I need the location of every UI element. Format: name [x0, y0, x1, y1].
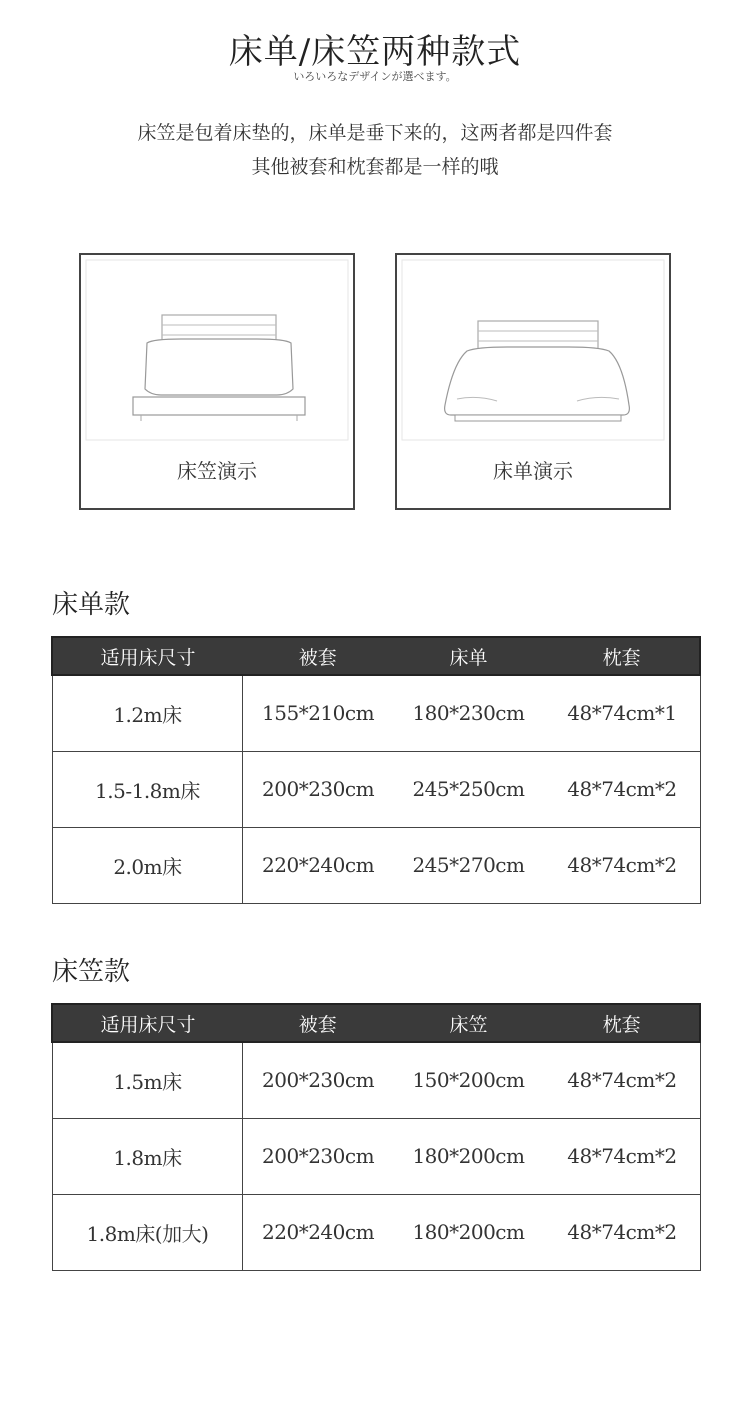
table-row	[52, 1194, 700, 1270]
header-pillowcase: 枕套	[544, 1004, 700, 1042]
fitted-sheet-demo-label: 床笠演示	[177, 459, 257, 483]
header-sheet: 床单	[393, 637, 545, 675]
cell-duvet-cover: 155*210cm	[243, 675, 393, 751]
table-row	[52, 1042, 700, 1118]
cell-bed-size: 1.5m床	[52, 1042, 243, 1118]
table-row	[52, 751, 700, 827]
cell-bed-size: 1.5-1.8m床	[52, 751, 243, 827]
cell-sheet: 180*230cm	[393, 675, 545, 751]
cell-bed-size: 1.2m床	[52, 675, 243, 751]
sheet-section-title: 床单款	[52, 590, 131, 620]
cell-bed-size: 1.8m床(加大)	[52, 1194, 243, 1270]
cell-duvet-cover: 220*240cm	[243, 1194, 393, 1270]
cell-duvet-cover: 220*240cm	[243, 827, 393, 903]
page-subtitle: いろいろなデザインが選べます。	[293, 70, 457, 83]
cell-duvet-cover: 200*230cm	[243, 1042, 393, 1118]
cell-pillowcase: 48*74cm*2	[544, 751, 700, 827]
header-pillowcase: 枕套	[544, 637, 700, 675]
flat-sheet-bed-icon	[397, 255, 669, 445]
page-title: 床单/床笠两种款式	[228, 32, 522, 72]
intro-line-1: 床笠是包着床垫的，床单是垂下来的，这两者都是四件套	[137, 122, 613, 144]
cell-sheet: 245*250cm	[393, 751, 545, 827]
header-duvet-cover: 被套	[243, 1004, 393, 1042]
cell-pillowcase: 48*74cm*2	[544, 1194, 700, 1270]
fitted-sheet-demo-card	[79, 253, 355, 510]
cell-fitted-sheet: 180*200cm	[393, 1118, 545, 1194]
cell-duvet-cover: 200*230cm	[243, 751, 393, 827]
cell-bed-size: 2.0m床	[52, 827, 243, 903]
cell-fitted-sheet: 180*200cm	[393, 1194, 545, 1270]
header-fitted-sheet: 床笠	[393, 1004, 545, 1042]
sheet-size-table	[51, 636, 701, 904]
header-bed-size: 适用床尺寸	[52, 637, 243, 675]
table-row	[52, 1118, 700, 1194]
table-header-row	[52, 637, 700, 675]
header-duvet-cover: 被套	[243, 637, 393, 675]
intro-line-2: 其他被套和枕套都是一样的哦	[251, 156, 499, 178]
cell-pillowcase: 48*74cm*2	[544, 1118, 700, 1194]
cell-pillowcase: 48*74cm*2	[544, 827, 700, 903]
header-bed-size: 适用床尺寸	[52, 1004, 243, 1042]
table-row	[52, 675, 700, 751]
table-row	[52, 827, 700, 903]
cell-fitted-sheet: 150*200cm	[393, 1042, 545, 1118]
cell-pillowcase: 48*74cm*1	[544, 675, 700, 751]
fitted-size-table	[51, 1003, 701, 1271]
table-header-row	[52, 1004, 700, 1042]
cell-sheet: 245*270cm	[393, 827, 545, 903]
intro-text	[0, 116, 750, 184]
cell-bed-size: 1.8m床	[52, 1118, 243, 1194]
cell-duvet-cover: 200*230cm	[243, 1118, 393, 1194]
fitted-section-title: 床笠款	[52, 957, 131, 987]
flat-sheet-demo-label: 床单演示	[493, 459, 573, 483]
cell-pillowcase: 48*74cm*2	[544, 1042, 700, 1118]
flat-sheet-demo-card	[395, 253, 671, 510]
fitted-sheet-bed-icon	[81, 255, 353, 445]
